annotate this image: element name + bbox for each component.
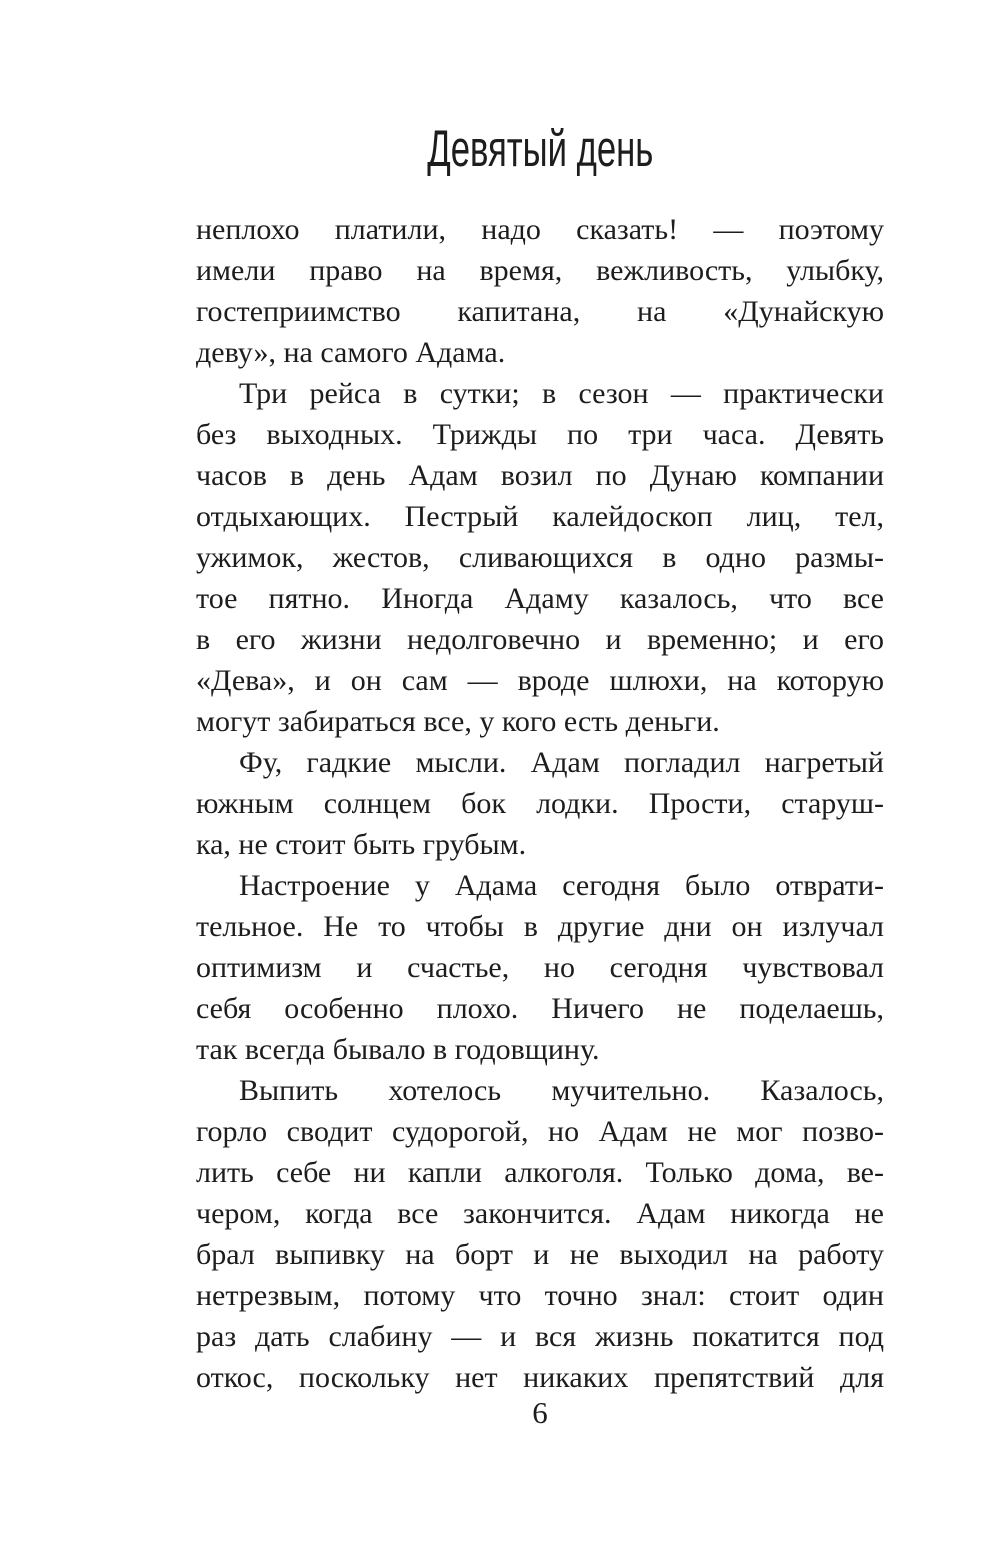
text-line: деву», на самого Адама.: [196, 336, 506, 369]
text-line: раз дать слабину — и вся жизнь покатится под: [196, 1320, 884, 1353]
text-line: часов в день Адам возил по Дунаю компании: [196, 459, 884, 492]
text-line: отдыхающих. Пестрый калейдоскоп лиц, тел,: [196, 500, 884, 533]
page-number: 6: [532, 1395, 548, 1430]
text-line: гостеприимство капитана, на «Дунайскую: [196, 295, 884, 328]
text-line: «Дева», и он сам — вроде шлюхи, на которую: [196, 664, 884, 697]
chapter-header: [196, 120, 884, 177]
text-line: могут забираться все, у кого есть деньги.: [196, 705, 720, 738]
text-line: так всегда бывало в годовщину.: [196, 1033, 600, 1066]
text-line: южным солнцем бок лодки. Прости, старуш-: [196, 787, 884, 820]
text-line: ка, не стоит быть грубым.: [196, 828, 527, 861]
text-line: Фу, гадкие мысли. Адам погладил нагретый: [239, 746, 884, 779]
text-line: Три рейса в сутки; в сезон — практически: [239, 377, 884, 410]
text-line: неплохо платили, надо сказать! — поэтому: [196, 213, 884, 246]
text-line: тое пятно. Иногда Адаму казалось, что все: [196, 582, 884, 615]
text-line: откос, поскольку нет никаких препятствий для: [196, 1361, 884, 1394]
text-line: Выпить хотелось мучительно. Казалось,: [239, 1074, 884, 1107]
text-line: нетрезвым, потому что точно знал: стоит один: [196, 1279, 884, 1312]
text-line: ужимок, жестов, сливающихся в одно размы-: [196, 541, 884, 574]
text-line: в его жизни недолговечно и временно; и его: [196, 623, 884, 656]
text-line: чером, когда все закончится. Адам никогда не: [196, 1197, 884, 1230]
text-line: горло сводит судорогой, но Адам не мог позво-: [196, 1115, 884, 1148]
text-line: оптимизм и счастье, но сегодня чувствовал: [196, 951, 884, 984]
text-line: имели право на время, вежливость, улыбку,: [196, 254, 884, 287]
text-line: себя особенно плохо. Ничего не поделаешь,: [196, 992, 884, 1025]
body-text: [196, 209, 884, 1398]
text-line: без выходных. Трижды по три часа. Девять: [196, 418, 884, 451]
page-title: Девятый день: [426, 120, 654, 177]
text-line: Настроение у Адама сегодня было отврати-: [239, 869, 884, 902]
text-line: брал выпивку на борт и не выходил на работу: [196, 1238, 884, 1271]
text-line: лить себе ни капли алкоголя. Только дома, ве-: [196, 1156, 884, 1189]
text-line: тельное. Не то чтобы в другие дни он излучал: [196, 910, 884, 943]
